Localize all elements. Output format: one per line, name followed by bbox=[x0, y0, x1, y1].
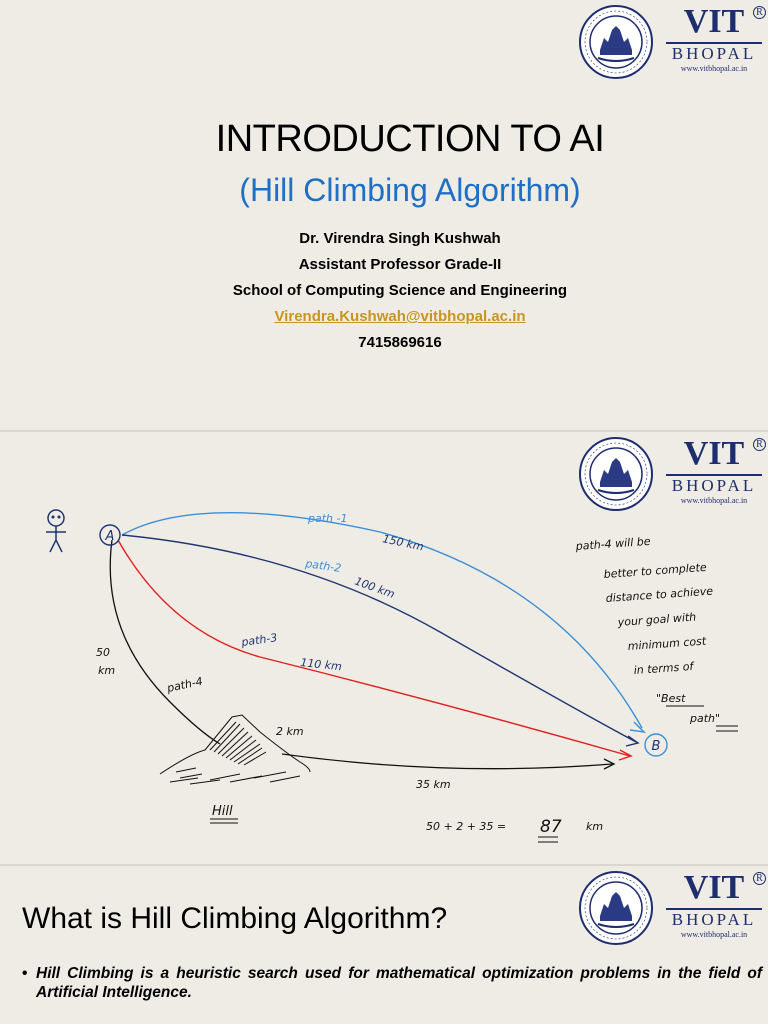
author-name: Dr. Virendra Singh Kushwah bbox=[299, 230, 501, 247]
definition-text: Hill Climbing is a heuristic search used for mathematical optimization problems in the field of Artificial Intelligence. bbox=[36, 965, 762, 1001]
distance-35-label: 35 km bbox=[416, 778, 451, 791]
university-seal-icon bbox=[578, 870, 654, 946]
author-phone: 7415869616 bbox=[358, 334, 442, 351]
note-line: path-4 will be bbox=[575, 534, 651, 553]
sum-expression: 50 + 2 + 35 = bbox=[426, 820, 507, 833]
university-seal-icon bbox=[578, 4, 654, 80]
logo-url: www.vitbhopal.ac.in bbox=[680, 930, 748, 939]
author-email-link[interactable]: Virendra.Kushwah@vitbhopal.ac.in bbox=[274, 308, 526, 325]
hill-label: Hill bbox=[212, 804, 233, 819]
distance-50-value: 50 bbox=[96, 646, 110, 659]
hill-climbing-diagram bbox=[0, 432, 768, 864]
definition-slide bbox=[0, 866, 768, 1024]
path-2-curve bbox=[122, 535, 636, 742]
logo-city: BHOPAL bbox=[671, 44, 757, 63]
note-line: better to complete bbox=[603, 560, 708, 581]
path-1-label: path -1 bbox=[308, 512, 348, 525]
note-line: "Best bbox=[656, 692, 686, 705]
vit-logo bbox=[578, 870, 768, 946]
path-3-curve bbox=[118, 540, 630, 756]
node-a-label: A bbox=[105, 529, 115, 544]
stick-figure-icon bbox=[46, 510, 66, 552]
registered-mark: R bbox=[753, 6, 766, 19]
note-line: distance to achieve bbox=[605, 584, 714, 605]
distance-2-label: 2 km bbox=[276, 725, 304, 738]
slide-title: INTRODUCTION TO AI bbox=[215, 118, 605, 160]
title-slide bbox=[0, 0, 768, 430]
path-3-label: path-3 bbox=[240, 631, 279, 649]
logo-city: BHOPAL bbox=[671, 910, 757, 929]
definition-bullet bbox=[22, 964, 762, 1002]
note-line: path" bbox=[690, 712, 721, 725]
author-role: Assistant Professor Grade-II bbox=[298, 256, 502, 273]
logo-url: www.vitbhopal.ac.in bbox=[680, 64, 748, 73]
distance-50-unit: km bbox=[98, 664, 116, 677]
sum-unit: km bbox=[586, 820, 604, 833]
slide-subtitle: (Hill Climbing Algorithm) bbox=[239, 172, 581, 208]
note-line: minimum cost bbox=[627, 634, 707, 653]
logo-brand: VIT bbox=[683, 435, 745, 472]
note-line: in terms of bbox=[633, 659, 694, 677]
path-2-label: path-2 bbox=[304, 557, 343, 575]
registered-mark: R bbox=[753, 438, 766, 451]
sum-result: 87 bbox=[540, 817, 562, 837]
note-line: your goal with bbox=[617, 610, 697, 629]
logo-brand: VIT bbox=[683, 869, 745, 906]
path-4-tail bbox=[282, 754, 612, 769]
path-4-label: path-4 bbox=[165, 674, 204, 695]
path-2-distance: 100 km bbox=[352, 574, 397, 602]
path-1-distance: 150 km bbox=[381, 532, 425, 554]
path-3-distance: 110 km bbox=[299, 656, 343, 674]
logo-city: BHOPAL bbox=[671, 476, 757, 495]
registered-mark: R bbox=[753, 872, 766, 885]
author-school: School of Computing Science and Engineering bbox=[232, 282, 568, 299]
diagram-slide bbox=[0, 432, 768, 864]
vit-logo bbox=[578, 4, 768, 80]
bullet-icon: • bbox=[22, 965, 28, 982]
path-4-curve bbox=[110, 540, 220, 744]
logo-url: www.vitbhopal.ac.in bbox=[680, 496, 748, 505]
node-b-label: B bbox=[651, 739, 661, 754]
slide-title: What is Hill Climbing Algorithm? bbox=[22, 902, 448, 935]
conclusion-note bbox=[574, 535, 720, 725]
logo-brand: VIT bbox=[683, 3, 745, 40]
